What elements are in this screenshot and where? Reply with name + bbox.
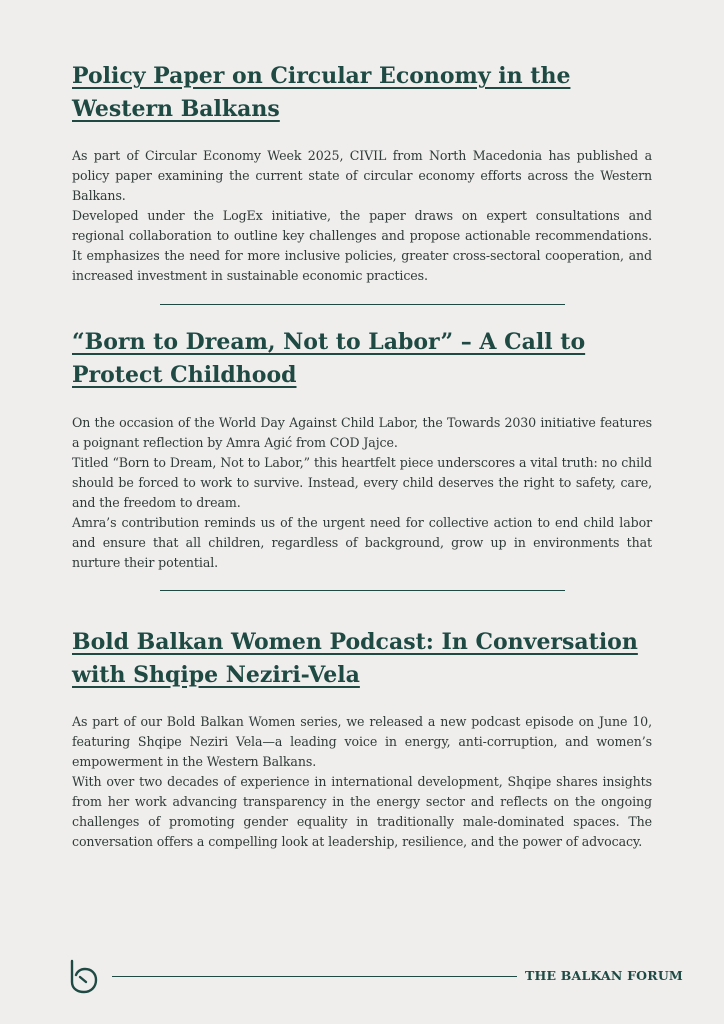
article-paragraph: With over two decades of experience in international development, Shqipe shares insights from her work advancing transparency in the energy sector and reflects on the ongoing challenges of promoting gender equality in traditionally male-dominated spaces. The conversation offers a compelling look at leadership, resilience, and the power of advocacy. [72, 774, 652, 849]
article-body [72, 712, 652, 852]
section-divider [160, 590, 565, 591]
article-circular-economy [72, 60, 652, 286]
article-paragraph: Titled “Born to Dream, Not to Labor,” this heartfelt piece underscores a vital truth: no child should be forced to work to survive. Instead, every child deserves the right to safety, care, and the freedom to dream. [72, 455, 652, 510]
article-body [72, 146, 652, 286]
article-title: Bold Balkan Women Podcast: In Conversation with Shqipe Neziri-Vela [72, 629, 638, 688]
article-paragraph: As part of Circular Economy Week 2025, CIVIL from North Macedonia has published a policy paper examining the current state of circular economy efforts across the Western Balkans. [72, 148, 652, 203]
article-paragraph: On the occasion of the World Day Against Child Labor, the Towards 2030 initiative features a poignant reflection by Amra Agić from COD Jajce. [72, 415, 652, 450]
article-title: “Born to Dream, Not to Labor” – A Call to Protect Childhood [72, 329, 586, 388]
balkan-forum-logo-icon [66, 958, 100, 994]
section-divider [160, 304, 565, 305]
footer-divider [112, 976, 517, 977]
article-paragraph: As part of our Bold Balkan Women series, we released a new podcast episode on June 10, featuring Shqipe Neziri Vela—a leading voice in energy, anti-corruption, and women’s empowerment in the Western Balkans. [72, 714, 652, 769]
article-title: Policy Paper on Circular Economy in the Western Balkans [72, 63, 571, 122]
article-podcast [72, 626, 652, 852]
article-paragraph: Developed under the LogEx initiative, the paper draws on expert consultations and regional collaboration to outline key challenges and propose actionable recommendations. It emphasizes the need for more inclusive policies, greater cross-sectoral cooperation, and increased investment in sustainable economic practices. [72, 208, 652, 283]
article-child-labor [72, 326, 652, 573]
article-paragraph: Amra’s contribution reminds us of the urgent need for collective action to end child labor and ensure that all children, regardless of background, grow up in environments that nurture their potential. [72, 515, 652, 570]
footer-brand-name: THE BALKAN FORUM [525, 968, 683, 983]
article-body [72, 413, 652, 573]
